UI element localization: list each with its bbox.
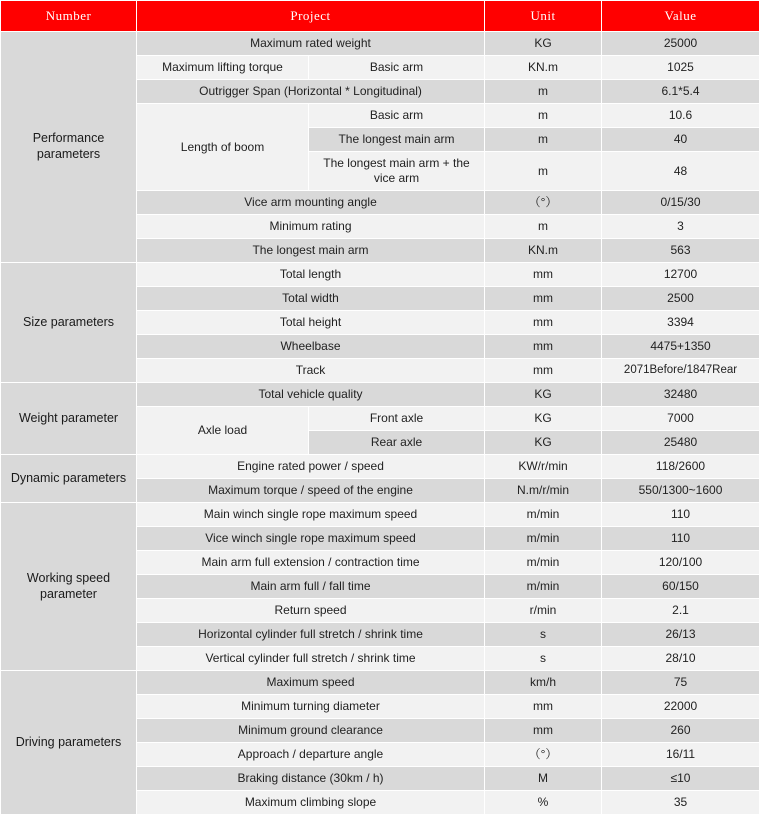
value-cell: 40: [602, 128, 759, 152]
project-cell: The longest main arm: [137, 239, 485, 263]
project-cell: Vertical cylinder full stretch / shrink time: [137, 647, 485, 671]
project-cell: Return speed: [137, 599, 485, 623]
unit-cell: KG: [485, 383, 602, 407]
category-cell: Size parameters: [1, 263, 137, 383]
project-cell: Braking distance (30km / h): [137, 767, 485, 791]
project-cell: Wheelbase: [137, 335, 485, 359]
value-cell: 118/2600: [602, 455, 759, 479]
unit-cell: m/min: [485, 527, 602, 551]
table-row: [1, 455, 759, 479]
unit-cell: %: [485, 791, 602, 815]
unit-cell: M: [485, 767, 602, 791]
unit-cell: m: [485, 152, 602, 191]
value-cell: 25000: [602, 32, 759, 56]
value-cell: 110: [602, 527, 759, 551]
value-cell: 32480: [602, 383, 759, 407]
project-cell: Maximum climbing slope: [137, 791, 485, 815]
category-cell: Dynamic parameters: [1, 455, 137, 503]
value-cell: 16/11: [602, 743, 759, 767]
unit-cell: km/h: [485, 671, 602, 695]
unit-cell: （°）: [485, 191, 602, 215]
project-cell: Minimum ground clearance: [137, 719, 485, 743]
table-row: [1, 32, 759, 56]
value-cell: 28/10: [602, 647, 759, 671]
value-cell: 2.1: [602, 599, 759, 623]
project-cell: Main winch single rope maximum speed: [137, 503, 485, 527]
sub-project-cell: Front axle: [309, 407, 485, 431]
unit-cell: KG: [485, 407, 602, 431]
unit-cell: mm: [485, 335, 602, 359]
unit-cell: s: [485, 647, 602, 671]
category-cell: Performance parameters: [1, 32, 137, 263]
value-cell: 75: [602, 671, 759, 695]
value-cell: 3394: [602, 311, 759, 335]
value-cell: 12700: [602, 263, 759, 287]
header-row: [1, 1, 759, 32]
value-cell: 550/1300~1600: [602, 479, 759, 503]
header-unit: Unit: [485, 1, 602, 32]
value-cell: 2071Before/1847Rear: [602, 359, 759, 383]
value-cell: 7000: [602, 407, 759, 431]
project-cell: Total width: [137, 287, 485, 311]
unit-cell: KN.m: [485, 56, 602, 80]
value-cell: 2500: [602, 287, 759, 311]
project-cell: Maximum torque / speed of the engine: [137, 479, 485, 503]
project-cell: Total length: [137, 263, 485, 287]
unit-cell: KN.m: [485, 239, 602, 263]
unit-cell: KG: [485, 431, 602, 455]
project-cell: Total height: [137, 311, 485, 335]
project-cell: Axle load: [137, 407, 309, 455]
project-cell: Main arm full extension / contraction time: [137, 551, 485, 575]
unit-cell: m: [485, 128, 602, 152]
project-cell: Total vehicle quality: [137, 383, 485, 407]
sub-project-cell: The longest main arm + the vice arm: [309, 152, 485, 191]
table-row: [1, 671, 759, 695]
unit-cell: m/min: [485, 575, 602, 599]
project-cell: Vice winch single rope maximum speed: [137, 527, 485, 551]
project-cell: Minimum rating: [137, 215, 485, 239]
value-cell: 4475+1350: [602, 335, 759, 359]
unit-cell: mm: [485, 263, 602, 287]
value-cell: 26/13: [602, 623, 759, 647]
category-cell: Driving parameters: [1, 671, 137, 815]
project-cell: Horizontal cylinder full stretch / shrink time: [137, 623, 485, 647]
unit-cell: m/min: [485, 503, 602, 527]
sub-project-cell: Rear axle: [309, 431, 485, 455]
header-value: Value: [602, 1, 759, 32]
category-cell: Weight parameter: [1, 383, 137, 455]
unit-cell: KW/r/min: [485, 455, 602, 479]
project-cell: Maximum speed: [137, 671, 485, 695]
value-cell: 22000: [602, 695, 759, 719]
project-cell: Outrigger Span (Horizontal * Longitudinal): [137, 80, 485, 104]
table-body: [1, 32, 759, 815]
value-cell: 563: [602, 239, 759, 263]
value-cell: 0/15/30: [602, 191, 759, 215]
project-cell: Track: [137, 359, 485, 383]
header-project: Project: [137, 1, 485, 32]
unit-cell: m: [485, 215, 602, 239]
unit-cell: mm: [485, 287, 602, 311]
value-cell: 1025: [602, 56, 759, 80]
project-cell: Maximum lifting torque: [137, 56, 309, 80]
unit-cell: m: [485, 104, 602, 128]
value-cell: 25480: [602, 431, 759, 455]
unit-cell: N.m/r/min: [485, 479, 602, 503]
unit-cell: mm: [485, 695, 602, 719]
sub-project-cell: Basic arm: [309, 56, 485, 80]
unit-cell: mm: [485, 311, 602, 335]
value-cell: 110: [602, 503, 759, 527]
unit-cell: s: [485, 623, 602, 647]
value-cell: ≤10: [602, 767, 759, 791]
unit-cell: m: [485, 80, 602, 104]
value-cell: 35: [602, 791, 759, 815]
unit-cell: r/min: [485, 599, 602, 623]
project-cell: Length of boom: [137, 104, 309, 191]
table-row: [1, 503, 759, 527]
value-cell: 10.6: [602, 104, 759, 128]
project-cell: Approach / departure angle: [137, 743, 485, 767]
category-cell: Working speed parameter: [1, 503, 137, 671]
sub-project-cell: The longest main arm: [309, 128, 485, 152]
project-cell: Minimum turning diameter: [137, 695, 485, 719]
unit-cell: （°）: [485, 743, 602, 767]
header-number: Number: [1, 1, 137, 32]
project-cell: Vice arm mounting angle: [137, 191, 485, 215]
unit-cell: KG: [485, 32, 602, 56]
value-cell: 60/150: [602, 575, 759, 599]
sub-project-cell: Basic arm: [309, 104, 485, 128]
unit-cell: mm: [485, 359, 602, 383]
project-cell: Maximum rated weight: [137, 32, 485, 56]
table-row: [1, 263, 759, 287]
table-row: [1, 383, 759, 407]
value-cell: 3: [602, 215, 759, 239]
value-cell: 48: [602, 152, 759, 191]
project-cell: Engine rated power / speed: [137, 455, 485, 479]
value-cell: 260: [602, 719, 759, 743]
project-cell: Main arm full / fall time: [137, 575, 485, 599]
unit-cell: mm: [485, 719, 602, 743]
value-cell: 6.1*5.4: [602, 80, 759, 104]
value-cell: 120/100: [602, 551, 759, 575]
table-header: [1, 1, 759, 32]
unit-cell: m/min: [485, 551, 602, 575]
